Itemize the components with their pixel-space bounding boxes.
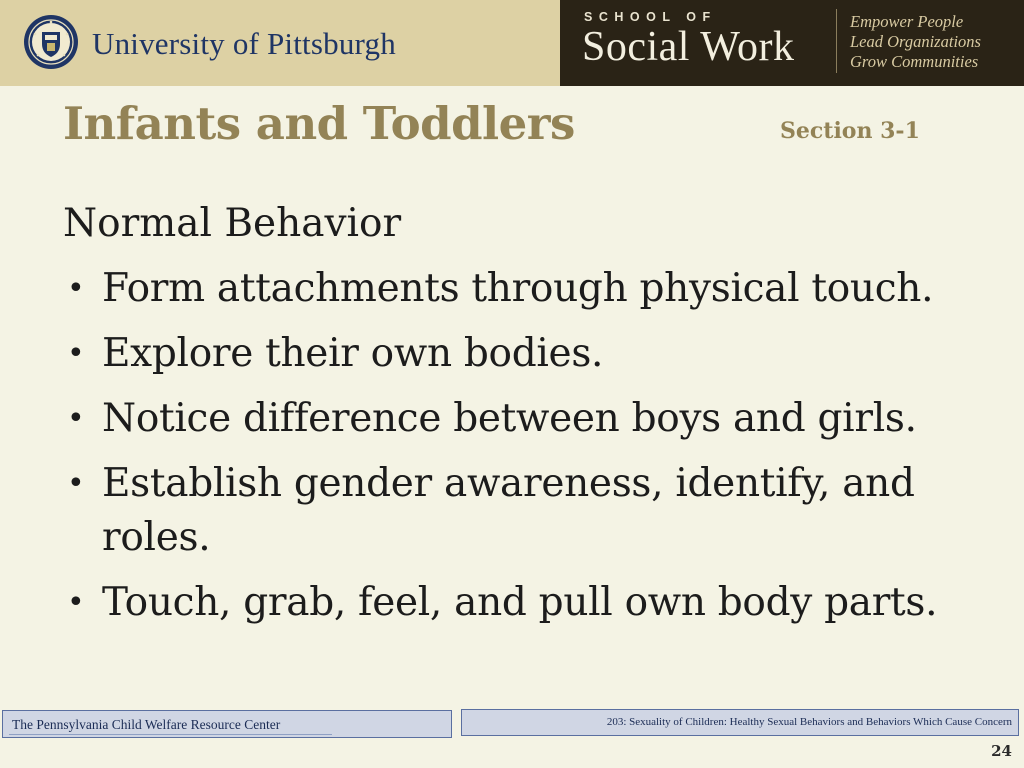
bullet-dot-icon: •: [67, 585, 85, 620]
bullet-dot-icon: •: [67, 466, 85, 501]
footer-course-title: 203: Sexuality of Children: Healthy Sexual Behaviors and Behaviors Which Cause Concern: [606, 716, 1012, 728]
subheading: Normal Behavior: [63, 201, 402, 246]
bullet-dot-icon: •: [67, 336, 85, 371]
tagline-line: Lead Organizations: [850, 32, 981, 51]
school-name: Social Work: [582, 24, 795, 70]
slide-title: Infants and Toddlers: [63, 97, 575, 150]
footer-underline: [9, 734, 332, 735]
bullet-item: [63, 392, 993, 446]
bullet-text: Explore their own bodies.: [102, 331, 604, 376]
bullet-dot-icon: •: [67, 271, 85, 306]
bullet-item: [63, 327, 993, 381]
bullet-dot-icon: •: [67, 401, 85, 436]
footer-organization: The Pennsylvania Child Welfare Resource Center: [12, 717, 281, 732]
footer-course-box: [461, 709, 1019, 736]
footer-organization-box: [2, 710, 452, 738]
school-of-label: SCHOOL OF: [584, 10, 717, 24]
bullet-item: [63, 262, 993, 316]
bullet-text: Establish gender awareness, identify, and roles.: [102, 461, 915, 560]
university-name: University of Pittsburgh: [92, 26, 396, 61]
bullet-text: Touch, grab, feel, and pull own body parts.: [102, 580, 938, 625]
header-divider: [836, 9, 837, 73]
tagline-line: Grow Communities: [850, 52, 979, 71]
bullet-list: [63, 262, 993, 630]
bullet-text: Notice difference between boys and girls.: [102, 396, 917, 441]
bullet-item: [63, 576, 993, 630]
slide-body: [63, 198, 993, 641]
bullet-text: Form attachments through physical touch.: [102, 266, 934, 311]
section-label: Section 3-1: [780, 118, 920, 144]
university-seal-icon: [23, 14, 79, 70]
tagline-line: Empower People: [850, 12, 964, 31]
school-tagline: [850, 12, 981, 72]
bullet-item: [63, 457, 962, 565]
page-number: 24: [991, 742, 1012, 760]
